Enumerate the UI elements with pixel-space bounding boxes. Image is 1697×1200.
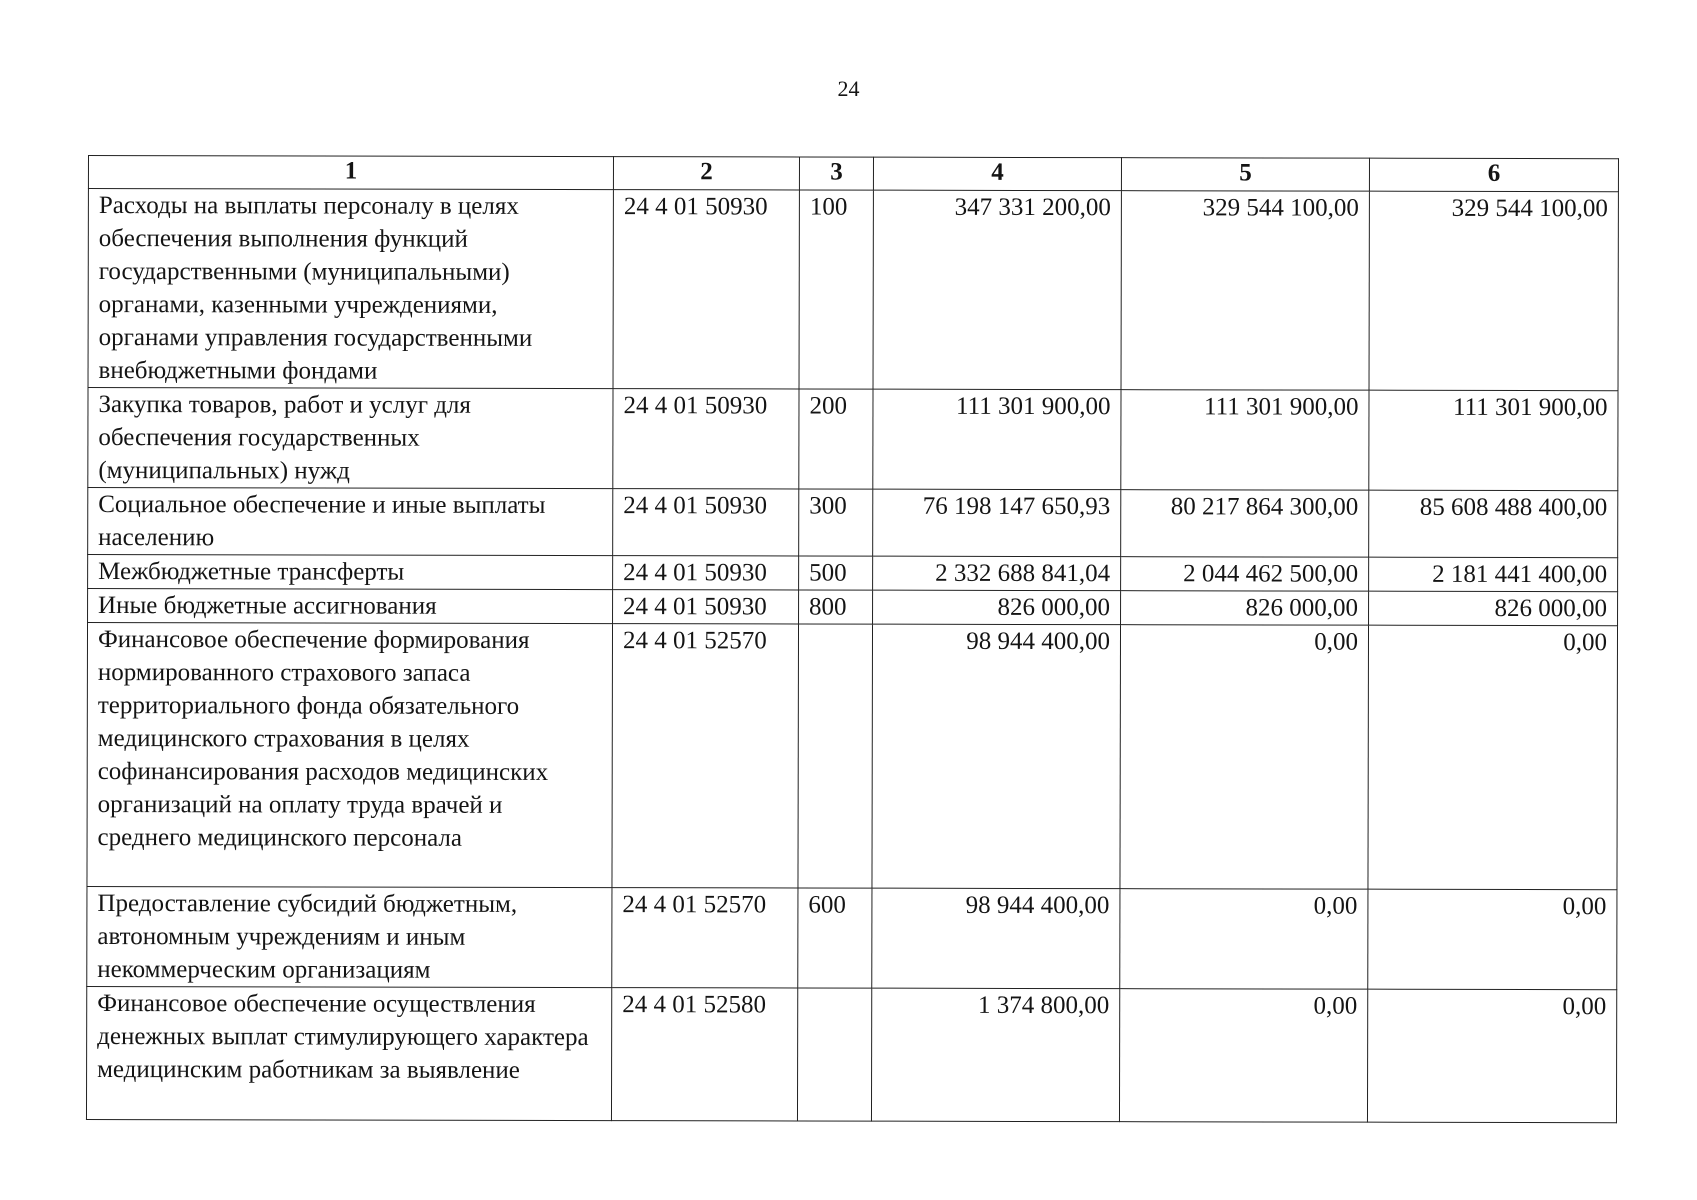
amount-col6-cell: 0,00 <box>1368 625 1618 890</box>
amount-col4-cell: 98 944 400,00 <box>872 624 1121 889</box>
amount-col5-cell: 329 544 100,00 <box>1121 191 1369 391</box>
amount-col5-cell: 80 217 864 300,00 <box>1121 490 1369 558</box>
column-header-2: 2 <box>613 157 799 190</box>
column-header-6: 6 <box>1369 158 1618 192</box>
table-row <box>88 189 1618 391</box>
amount-col4-cell: 347 331 200,00 <box>873 190 1121 390</box>
amount-col6-cell: 111 301 900,00 <box>1369 390 1618 491</box>
amount-col6-cell: 329 544 100,00 <box>1369 191 1618 391</box>
expense-type-cell: 500 <box>799 556 873 590</box>
expense-name-cell: Иные бюджетные ассигнования <box>88 589 613 624</box>
expense-type-cell <box>798 624 873 888</box>
amount-col5-cell: 0,00 <box>1120 889 1368 990</box>
expense-name-cell: Закупка товаров, работ и услуг для обеспечения государственных (муниципальных) нужд <box>88 388 613 489</box>
amount-col4-cell: 98 944 400,00 <box>872 888 1120 989</box>
amount-col5-cell: 0,00 <box>1120 625 1369 890</box>
expense-type-cell: 800 <box>799 590 873 624</box>
expense-type-cell: 300 <box>799 489 873 556</box>
expense-name-cell: Финансовое обеспечение осуществления денежных выплат стимулирующего характера медицинским работникам за выявление <box>86 986 611 1120</box>
column-header-4: 4 <box>873 157 1121 191</box>
amount-col4-cell: 1 374 800,00 <box>871 988 1119 1122</box>
target-code-cell: 24 4 01 50930 <box>613 556 799 590</box>
header-row <box>88 156 1618 192</box>
target-code-cell: 24 4 01 52570 <box>612 888 798 988</box>
amount-col5-cell: 2 044 462 500,00 <box>1121 557 1369 592</box>
column-header-5: 5 <box>1121 158 1369 192</box>
target-code-cell: 24 4 01 50930 <box>613 190 799 389</box>
expense-name-cell: Межбюджетные трансферты <box>88 555 613 590</box>
amount-col6-cell: 85 608 488 400,00 <box>1369 490 1618 558</box>
table-row <box>88 488 1618 558</box>
amount-col6-cell: 0,00 <box>1368 889 1617 990</box>
table-row <box>88 388 1618 491</box>
expense-type-cell <box>797 988 871 1121</box>
target-code-cell: 24 4 01 50930 <box>613 590 799 624</box>
amount-col4-cell: 76 198 147 650,93 <box>873 489 1121 557</box>
expense-name-cell: Предоставление субсидий бюджетным, автономным учреждениям и иным некоммерческим организациям <box>87 886 612 987</box>
column-header-1: 1 <box>88 156 613 190</box>
page-number: 24 <box>837 76 860 101</box>
amount-col4-cell: 2 332 688 841,04 <box>873 556 1121 591</box>
amount-col4-cell: 826 000,00 <box>873 590 1121 625</box>
table-row <box>87 886 1617 989</box>
target-code-cell: 24 4 01 50930 <box>613 389 799 489</box>
amount-col5-cell: 111 301 900,00 <box>1121 390 1369 491</box>
amount-col6-cell: 0,00 <box>1367 989 1616 1123</box>
table-row <box>88 555 1618 592</box>
expense-type-cell: 100 <box>799 190 873 389</box>
expense-type-cell: 200 <box>799 389 873 489</box>
amount-col4-cell: 111 301 900,00 <box>873 389 1121 490</box>
table-row <box>88 589 1618 626</box>
table-row <box>86 986 1616 1122</box>
expense-type-cell: 600 <box>798 888 872 988</box>
expense-name-cell: Финансовое обеспечение формирования нормированного страхового запаса территориального фонда обязательного медицинского страхования в целях софинансирования расходов медицинских организаций на оплату труда врачей и среднего медицинского персонала <box>87 623 613 888</box>
amount-col5-cell: 0,00 <box>1119 989 1367 1123</box>
table-row <box>87 623 1618 890</box>
amount-col6-cell: 826 000,00 <box>1369 591 1618 626</box>
budget-table <box>86 155 1619 1123</box>
amount-col5-cell: 826 000,00 <box>1121 591 1369 626</box>
column-header-3: 3 <box>799 157 873 190</box>
expense-name-cell: Расходы на выплаты персоналу в целях обеспечения выполнения функций государственными (муниципальными) органами, казенными учреждениями, органами управления государственными внебюджетными фондами <box>88 189 613 389</box>
target-code-cell: 24 4 01 50930 <box>613 489 799 556</box>
amount-col6-cell: 2 181 441 400,00 <box>1369 557 1618 592</box>
target-code-cell: 24 4 01 52570 <box>612 624 799 888</box>
target-code-cell: 24 4 01 52580 <box>611 988 797 1121</box>
expense-name-cell: Социальное обеспечение и иные выплаты населению <box>88 488 613 556</box>
